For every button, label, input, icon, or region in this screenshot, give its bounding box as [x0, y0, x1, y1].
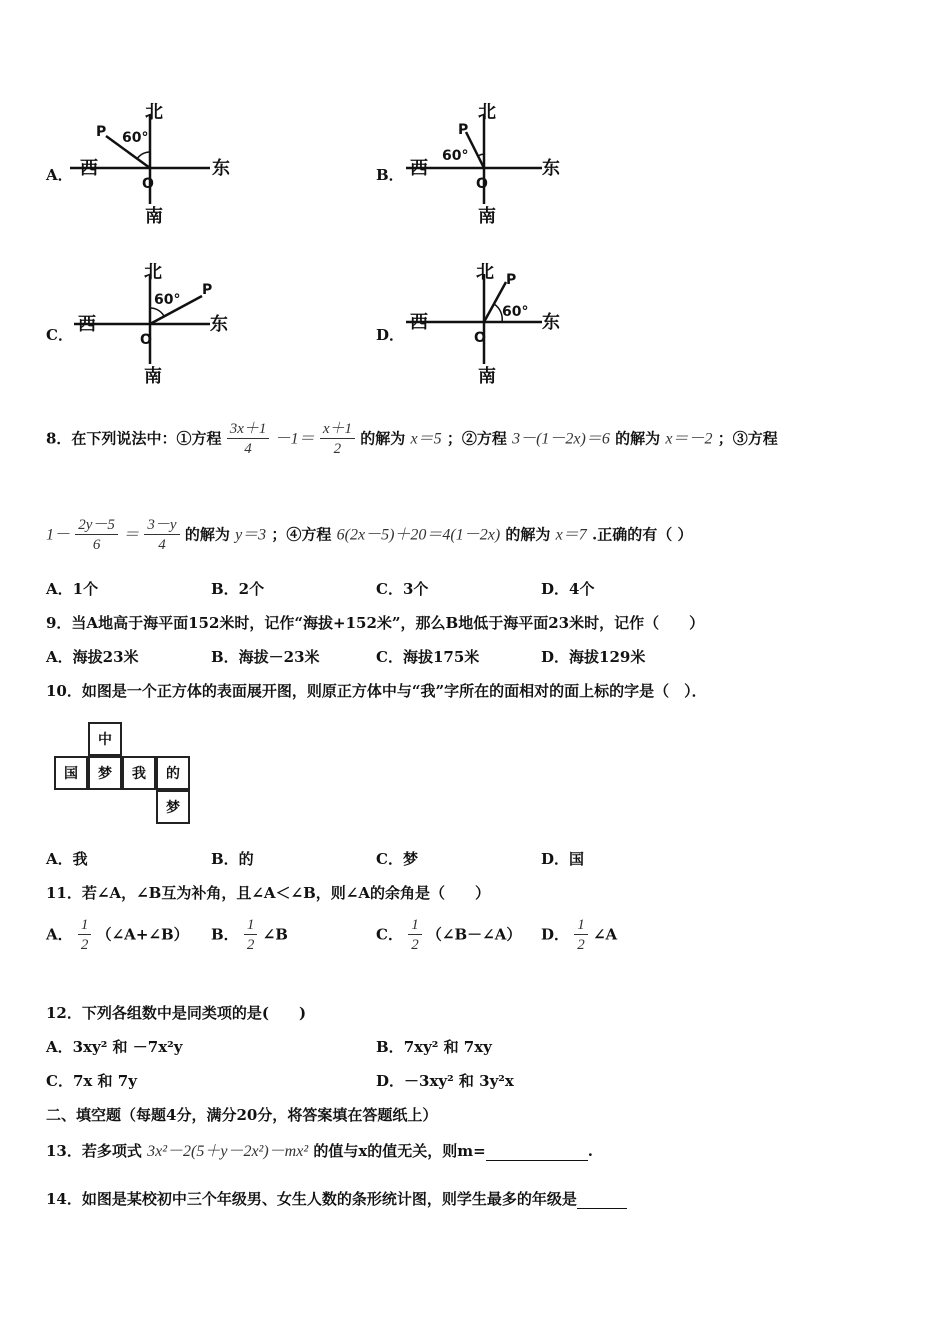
fraction: $\frac{3-y}{4}$ [144, 516, 179, 555]
origin-label: O [142, 176, 154, 192]
q8-prefix: 8．在下列说法中：①方程 [46, 429, 222, 448]
net-cell-top: 中 [88, 722, 122, 756]
point-p-label: P [202, 282, 213, 298]
q8-option-c[interactable]: C．3个 [376, 580, 429, 598]
point-p-label: P [96, 124, 107, 140]
origin-label: O [474, 330, 486, 346]
question-13: 13．若多项式 3x²－2(5＋y－2x²)－mx² 的值与x的值无关，则m= . [46, 1142, 593, 1160]
option-letter: C． [46, 326, 73, 344]
north-label: 北 [145, 102, 163, 123]
question-8-line-2: 1－ $\frac{2y-5}{6}$ ＝ $\frac{3-y}{4}$ 的解为 y＝3 ；④方程 6(2x－5)＋20＝4(1－2x) 的解为 x＝7 .正确的有（ ） [46, 517, 693, 553]
compass-diagram-b [402, 96, 577, 226]
angle-label: 60° [502, 304, 529, 320]
west-label: 西 [78, 314, 96, 335]
angle-label: 60° [154, 292, 181, 308]
option-letter: A． [46, 166, 73, 184]
q9-option-a[interactable]: A．海拔23米 [46, 648, 139, 666]
question-11-stem: 11．若∠A，∠B互为补角，且∠A＜∠B，则∠A的余角是（ ） [46, 884, 490, 902]
compass-diagram-c [70, 256, 245, 386]
q8-option-d[interactable]: D．4个 [541, 580, 595, 598]
q11-option-d[interactable]: D． $\frac{1}{2}$ ∠A [541, 917, 618, 953]
origin-label: O [140, 332, 152, 348]
question-12-stem: 12．下列各组数中是同类项的是( ) [46, 1004, 307, 1022]
south-label: 南 [478, 366, 496, 386]
question-14: 14．如图是某校初中三个年级男、女生人数的条形统计图，则学生最多的年级是 [46, 1188, 627, 1209]
fraction: $\frac{2y-5}{6}$ [75, 516, 118, 555]
north-label: 北 [478, 102, 496, 123]
east-label: 东 [542, 158, 560, 179]
west-label: 西 [410, 312, 428, 333]
q9-option-d[interactable]: D．海拔129米 [541, 648, 646, 666]
q10-option-a[interactable]: A．我 [46, 850, 88, 868]
q12-option-b[interactable]: B．7xy² 和 7xy [376, 1038, 492, 1056]
q10-option-d[interactable]: D．国 [541, 850, 585, 868]
fraction: $\frac{x+1}{2}$ [320, 420, 355, 459]
q10-option-c[interactable]: C．梦 [376, 850, 418, 868]
question-10-stem: 10．如图是一个正方体的表面展开图，则原正方体中与“我”字所在的面相对的面上标的字是（ ）． [46, 682, 707, 700]
south-label: 南 [144, 366, 162, 386]
q12-option-a[interactable]: A．3xy² 和 －7x²y [46, 1038, 183, 1056]
q9-option-b[interactable]: B．海拔－23米 [211, 648, 320, 666]
angle-label: 60° [442, 148, 469, 164]
answer-blank[interactable] [486, 1142, 588, 1161]
question-9-stem: 9．当A地高于海平面152米时，记作“海拔+152米”，那么B地低于海平面23米时，记作（ ） [46, 614, 705, 632]
q11-option-a[interactable]: A． $\frac{1}{2}$ （∠A+∠B） [46, 917, 189, 953]
q11-option-c[interactable]: C． $\frac{1}{2}$ （∠B－∠A） [376, 917, 522, 953]
q8-option-b[interactable]: B．2个 [211, 580, 265, 598]
fraction: $\frac{3x+1}{4}$ [227, 420, 270, 459]
q8-option-a[interactable]: A．1个 [46, 580, 99, 598]
net-cell-bottom: 梦 [156, 790, 190, 824]
option-letter: B． [376, 166, 404, 184]
west-label: 西 [410, 158, 428, 179]
question-8-line-1: 8．在下列说法中：①方程 $\frac{3x+1}{4}$ －1＝ $\frac{x+1}{2}$ 的解为 x＝5 ；②方程 3－(1－2x)＝6 的解为 x＝－2 ；③方程 [46, 421, 778, 457]
section-2-title: 二、填空题（每题4分，满分20分，将答案填在答题纸上） [46, 1106, 438, 1124]
east-label: 东 [210, 314, 228, 335]
origin-label: O [476, 176, 488, 192]
q10-option-b[interactable]: B．的 [211, 850, 254, 868]
south-label: 南 [145, 206, 163, 226]
east-label: 东 [212, 158, 230, 179]
west-label: 西 [80, 158, 98, 179]
north-label: 北 [476, 262, 494, 283]
q9-option-c[interactable]: C．海拔175米 [376, 648, 480, 666]
q12-option-d[interactable]: D．－3xy² 和 3y²x [376, 1072, 514, 1090]
compass-diagram-d [402, 256, 577, 386]
compass-diagram-a [70, 96, 245, 226]
east-label: 东 [542, 312, 560, 333]
point-p-label: P [458, 122, 469, 138]
net-cell-4: 的 [156, 756, 190, 790]
option-letter: D． [376, 326, 405, 344]
q12-option-c[interactable]: C．7x 和 7y [46, 1072, 137, 1090]
net-cell-1: 国 [54, 756, 88, 790]
south-label: 南 [478, 206, 496, 226]
answer-blank[interactable] [577, 1190, 627, 1209]
point-p-label: P [506, 272, 517, 288]
net-cell-2: 梦 [88, 756, 122, 790]
q11-option-b[interactable]: B． $\frac{1}{2}$ ∠B [211, 917, 288, 953]
net-cell-3: 我 [122, 756, 156, 790]
north-label: 北 [144, 262, 162, 283]
angle-label: 60° [122, 130, 149, 146]
